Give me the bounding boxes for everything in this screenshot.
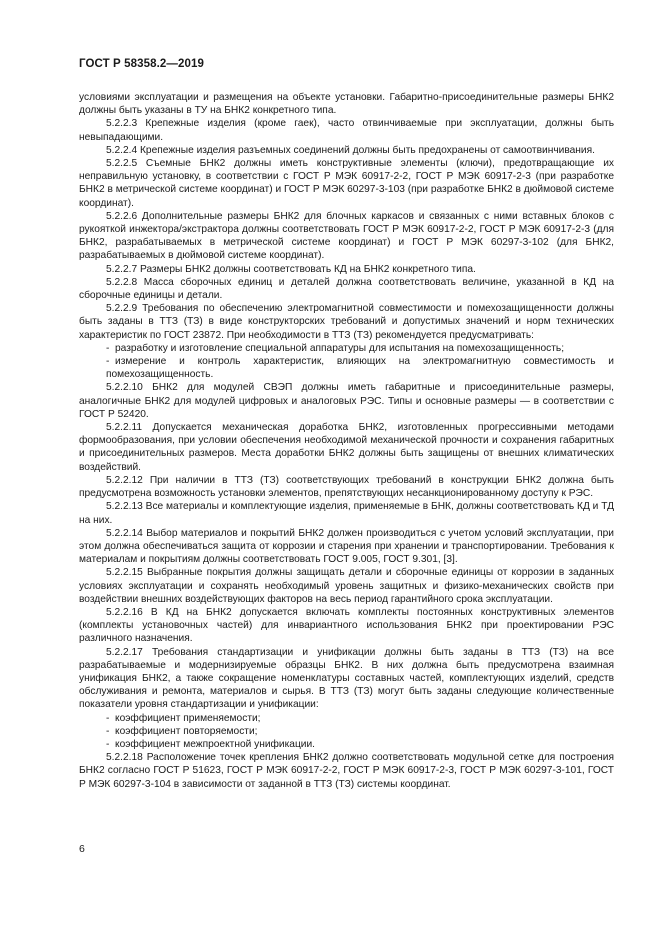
list-dash: - — [106, 342, 110, 354]
list-item-text: коэффициент повторяемости; — [115, 725, 258, 737]
paragraph: 5.2.2.16 В КД на БНК2 допускается включать комплекты постоянных конструктивных элементов (комплекты установочных частей) для инвариантного использования БНК2 при проектировании РЭС различного назначения. — [79, 606, 614, 645]
paragraph: 5.2.2.15 Выбранные покрытия должны защищать детали и сборочные единицы от коррозии в заданных условиях эксплуатации и сохранять необходимый уровень защитных и физико-механических свойств при воздействии внешних воздействующих факторов на весь период гарантийного срока эксплуатации. — [79, 567, 614, 605]
paragraph: условиями эксплуатации и размещения на объекте установки. Габаритно-присоединительные размеры БНК2 должны быть указаны в ТУ на БНК2 конкретного типа. — [79, 92, 614, 117]
list-dash: - — [106, 738, 110, 750]
list-item — [79, 355, 614, 381]
list-item-text: разработку и изготовление специальной аппаратуры для испытания на помехозащищенность; — [115, 342, 565, 354]
paragraph: 5.2.2.4 Крепежные изделия разъемных соединений должны быть предохранены от самоотвинчивания. — [106, 144, 595, 156]
paragraph: 5.2.2.14 Выбор материалов и покрытий БНК2 должен производиться с учетом условий эксплуатации, при этом должна обеспечиваться защита от коррозии и старения при хранении и транспортировании. Требования к материалам и покрытиям должны соответствовать ГОСТ 9.005, ГОСТ 9.301, [3]. — [79, 527, 614, 566]
list-item-text: коэффициент межпроектной унификации. — [115, 738, 316, 750]
list-item — [79, 725, 614, 738]
list-item — [79, 738, 614, 751]
paragraph: 5.2.2.13 Все материалы и комплектующие изделия, применяемые в БНК, должны соответствовать КД и ТД на них. — [79, 501, 614, 526]
list-item — [79, 342, 614, 355]
paragraph: 5.2.2.9 Требования по обеспечению электромагнитной совместимости и помехозащищенности должны быть заданы в ТТЗ (ТЗ) в виде конструкторских требований и допустимых значений и норм технических характеристик по ГОСТ 23872. При необходимости в ТТЗ (ТЗ) рекомендуется предусматривать: — [79, 303, 614, 341]
list-dash: - — [106, 712, 110, 724]
paragraph: 5.2.2.6 Дополнительные размеры БНК2 для блочных каркасов и связанных с ними вставных блоков с рукояткой инжектора/экстрактора должны соответствовать ГОСТ Р МЭК 60917-2-2, ГОСТ Р МЭК 60917-2-3 (для БНК2, разрабатываемых в метрической системе координат) и ГОСТ Р МЭК 60297-3-102 (для БНК2, разрабатываемых в дюймовой системе координат). — [79, 210, 614, 262]
paragraph: 5.2.2.12 При наличии в ТТЗ (ТЗ) соответствующих требований в конструкции БНК2 должна быть предусмотрена возможность установки элементов, препятствующих несанкционированному доступу к РЭС. — [79, 474, 614, 500]
document-header: ГОСТ Р 58358.2—2019 — [79, 58, 204, 70]
paragraph: 5.2.2.10 БНК2 для модулей СВЭП должны иметь габаритные и присоединительные размеры, аналогичные БНК2 для модулей цифровых и аналоговых РЭС. Типы и основные размеры — в соответствии с ГОСТ Р 52420. — [79, 382, 614, 420]
paragraph: 5.2.2.5 Съемные БНК2 должны иметь конструктивные элементы (ключи), предотвращающие их неправильную установку, в соответствии с ГОСТ Р МЭК 60917-2-2, ГОСТ Р МЭК 60917-2-3 (при разработке БНК2 в метрической системе координат) и ГОСТ Р МЭК 60297-3-103 (при разработке БНК2 в дюймовой системе координат). — [79, 158, 614, 209]
page-number: 6 — [79, 843, 85, 855]
paragraph: 5.2.2.3 Крепежные изделия (кроме гаек), часто отвинчиваемые при эксплуатации, должны быть невыпадающими. — [79, 118, 614, 143]
list-item — [79, 712, 614, 725]
list-dash: - — [106, 356, 110, 368]
paragraph: 5.2.2.17 Требования стандартизации и унификации должны быть заданы в ТТЗ (ТЗ) на все разрабатываемые и модернизируемые образцы БНК2. В них должна быть предусмотрена взаимная унификация БНК2, а также сокращение номенклатуры составных частей, комплектующих изделий, средств обслуживания и ремонта, материалов и сырья. В ТТЗ (ТЗ) могут быть заданы следующие количественные показатели уровня стандартизации и унификации: — [79, 646, 614, 711]
list-item-text: коэффициент применяемости; — [115, 712, 261, 724]
paragraph: 5.2.2.11 Допускается механическая доработка БНК2, изготовленных прогрессивными методами формообразования, при условии обеспечения необходимой механической прочности и сохранения габаритных и присоединительных размеров. Места доработки БНК2 должны быть защищены от внешних климатических воздействий. — [79, 422, 614, 473]
list-dash: - — [106, 725, 110, 737]
paragraph: 5.2.2.7 Размеры БНК2 должны соответствовать КД на БНК2 конкретного типа. — [106, 263, 476, 275]
paragraph: 5.2.2.8 Масса сборочных единиц и деталей должна соответствовать величине, указанной в КД на сборочные единицы и детали. — [79, 276, 614, 302]
paragraph: 5.2.2.18 Расположение точек крепления БНК2 должно соответствовать модульной сетке для построения БНК2 согласно ГОСТ Р 51623, ГОСТ Р МЭК 60917-2-2, ГОСТ Р МЭК 60917-2-3, ГОСТ Р МЭК 60297-3-101, ГОСТ Р МЭК 60297-3-104 в зависимости от заданной в ТТЗ (ТЗ) системы координат. — [79, 752, 614, 790]
list-item-text: измерение и контроль характеристик, влияющих на электромагнитную совместимость и помехозащищенность. — [106, 356, 614, 381]
document-body — [79, 91, 614, 791]
